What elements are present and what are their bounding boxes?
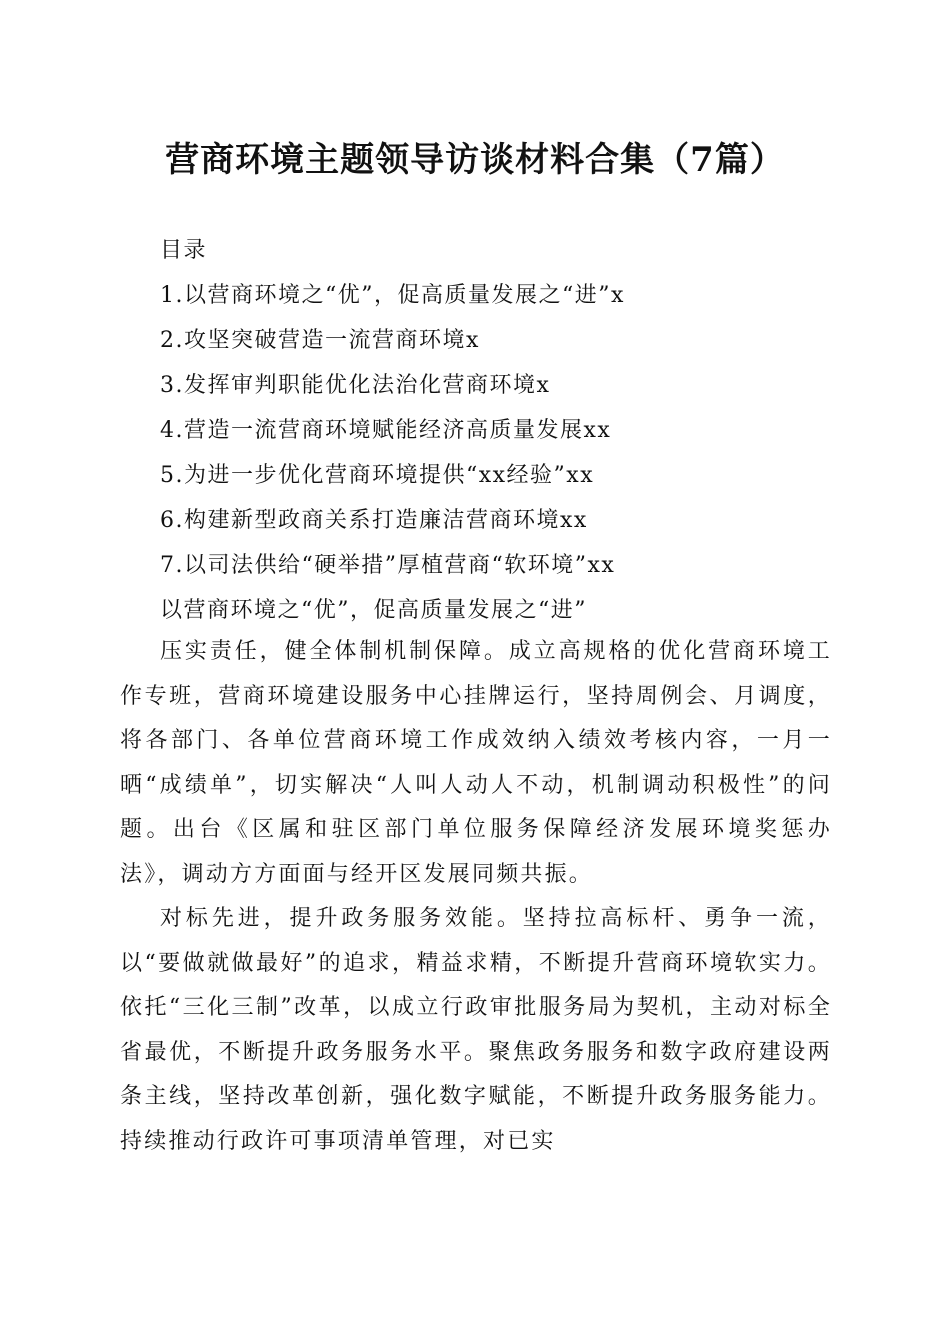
- toc-item: 6.构建新型政商关系打造廉洁营商环境xx: [160, 508, 588, 533]
- toc-heading: 目录: [160, 238, 208, 263]
- document-title: 营商环境主题领导访谈材料合集（7篇）: [165, 140, 785, 180]
- toc-item: 2.攻坚突破营造一流营商环境x: [160, 328, 480, 353]
- article-title: 以营商环境之“优”，促高质量发展之“进”: [160, 598, 587, 623]
- article-body: [120, 630, 832, 1164]
- toc-item: 1.以营商环境之“优”，促高质量发展之“进”x: [160, 283, 625, 308]
- paragraph: 对标先进，提升政务服务效能。坚持拉高标杆、勇争一流，以“要做就做最好”的追求，精益求精，不断提升营商环境软实力。依托“三化三制”改革，以成立行政审批服务局为契机，主动对标全省最优，不断提升政务服务水平。聚焦政务服务和数字政府建设两条主线，坚持改革创新，强化数字赋能，不断提升政务服务能力。持续推动行政许可事项清单管理，对已实: [120, 906, 832, 1154]
- toc-item: 5.为进一步优化营商环境提供“xx经验”xx: [160, 463, 595, 488]
- toc-item: 4.营造一流营商环境赋能经济高质量发展xx: [160, 418, 612, 443]
- toc-item: 3.发挥审判职能优化法治化营商环境x: [160, 373, 551, 398]
- paragraph: 压实责任，健全体制机制保障。成立高规格的优化营商环境工作专班，营商环境建设服务中心挂牌运行，坚持周例会、月调度，将各部门、各单位营商环境工作成效纳入绩效考核内容，一月一晒“成绩单”，切实解决“人叫人动人不动，机制调动积极性”的问题。出台《区属和驻区部门单位服务保障经济发展环境奖惩办法》，调动方方面面与经开区发展同频共振。: [120, 639, 832, 887]
- table-of-contents: [160, 228, 860, 633]
- toc-item: 7.以司法供给“硬举措”厚植营商“软环境”xx: [160, 553, 616, 578]
